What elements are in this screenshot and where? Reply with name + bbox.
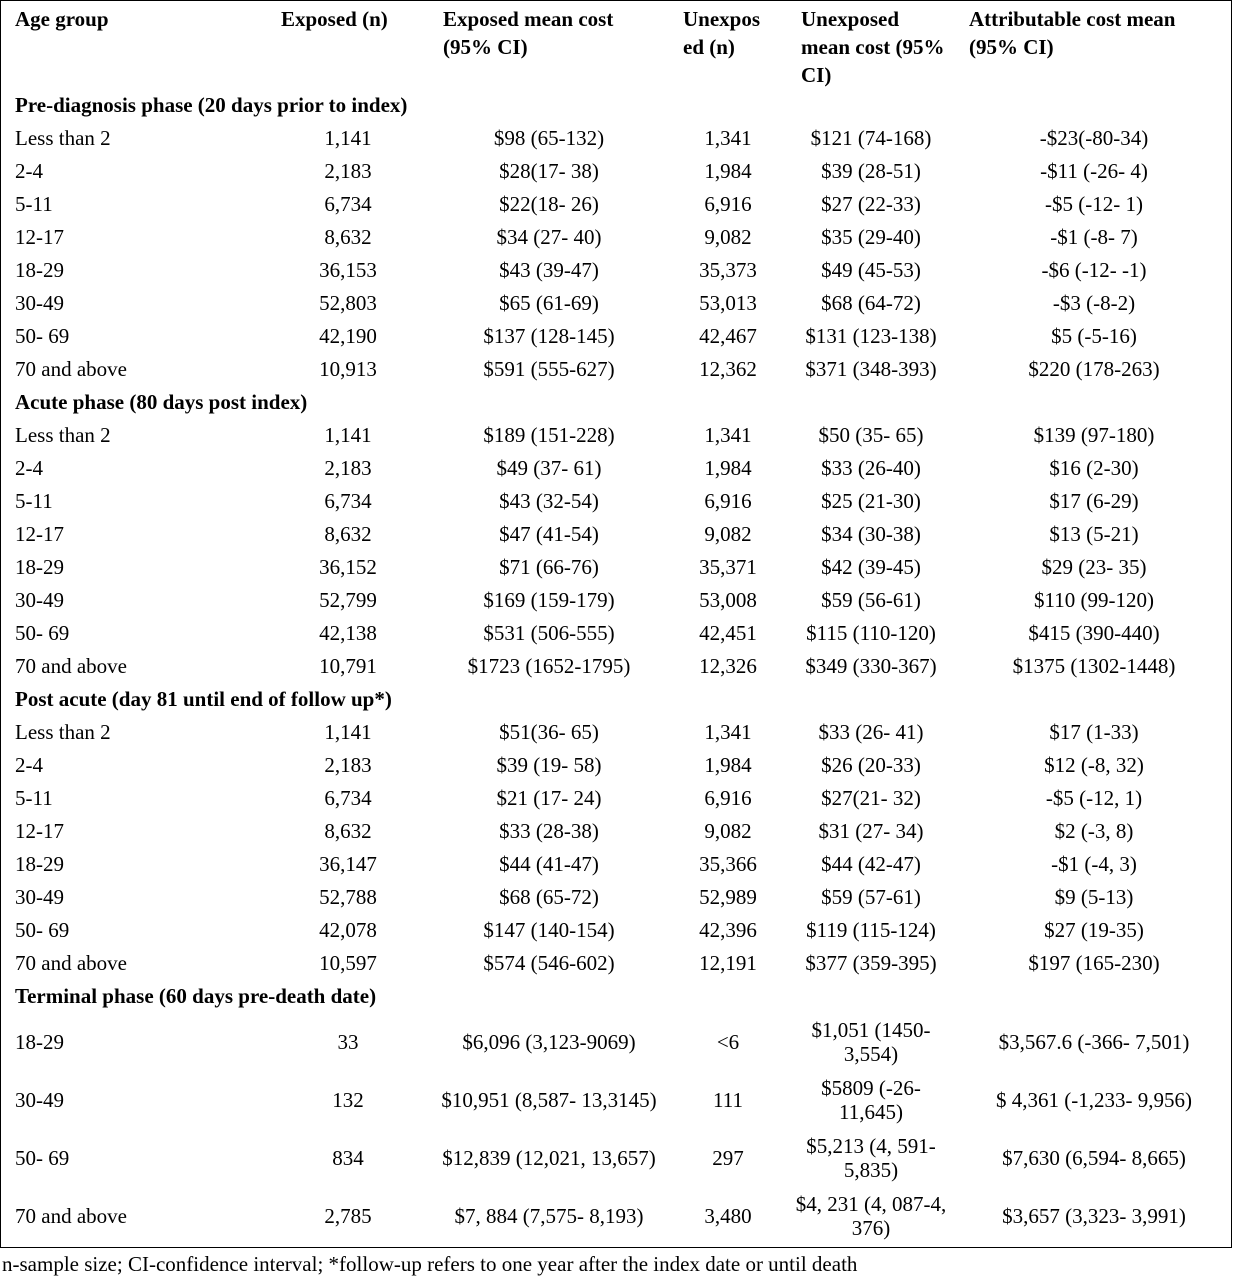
exposed-n-cell: 2,183 bbox=[324, 753, 372, 777]
exposed-mean-cost-cell: $147 (140-154) bbox=[483, 918, 615, 942]
age-group-cell: 50- 69 bbox=[15, 1146, 70, 1170]
attributable-cost-cell: $ 4,361 (-1,233- 9,956) bbox=[996, 1088, 1192, 1112]
section-header-row bbox=[1, 683, 1233, 716]
attributable-cost-cell: $9 (5-13) bbox=[1054, 885, 1134, 909]
age-group-cell: 18-29 bbox=[15, 258, 64, 282]
exposed-mean-cost-cell: $137 (128-145) bbox=[483, 324, 615, 348]
exposed-n-cell: 6,734 bbox=[324, 786, 372, 810]
age-group-cell: Less than 2 bbox=[15, 720, 111, 744]
age-group-cell: 50- 69 bbox=[15, 324, 70, 348]
exposed-mean-cost-cell: $7, 884 (7,575- 8,193) bbox=[454, 1204, 644, 1228]
exposed-n-cell: 2,183 bbox=[324, 159, 372, 183]
age-group-cell: 50- 69 bbox=[15, 621, 70, 645]
exposed-mean-cost-cell: $49 (37- 61) bbox=[496, 456, 602, 480]
attributable-cost-cell: $5 (-5-16) bbox=[1051, 324, 1137, 348]
unexposed-mean-cost-cell: $377 (359-395) bbox=[805, 951, 937, 975]
age-group-cell: 30-49 bbox=[15, 885, 64, 909]
age-group-cell: 2-4 bbox=[15, 753, 43, 777]
exposed-mean-cost-cell: $39 (19- 58) bbox=[496, 753, 602, 777]
table-row bbox=[1, 287, 1233, 320]
exposed-mean-cost-cell: $591 (555-627) bbox=[483, 357, 615, 381]
unexposed-mean-cost-cell: $59 (56-61) bbox=[821, 588, 921, 612]
attributable-cost-cell: $27 (19-35) bbox=[1044, 918, 1144, 942]
table-row bbox=[1, 881, 1233, 914]
table-row bbox=[1, 353, 1233, 386]
table-row bbox=[1, 947, 1233, 980]
age-group-cell: 70 and above bbox=[15, 357, 127, 381]
unexposed-mean-cost-cell: $49 (45-53) bbox=[821, 258, 921, 282]
attributable-cost-cell: -$3 (-8-2) bbox=[1052, 291, 1136, 315]
unexposed-n-cell: 42,396 bbox=[699, 918, 757, 942]
exposed-mean-cost-cell: $574 (546-602) bbox=[483, 951, 615, 975]
exposed-mean-cost-cell: $10,951 (8,587- 13,3145) bbox=[441, 1088, 657, 1112]
table-row bbox=[1, 782, 1233, 815]
age-group-cell: 30-49 bbox=[15, 1088, 64, 1112]
attributable-cost-cell: $16 (2-30) bbox=[1049, 456, 1139, 480]
exposed-n-cell: 1,141 bbox=[324, 720, 372, 744]
table-header bbox=[1, 1, 1233, 89]
exposed-n-cell: 1,141 bbox=[324, 423, 372, 447]
attributable-cost-cell: $7,630 (6,594- 8,665) bbox=[1002, 1146, 1186, 1170]
unexposed-n-cell: 42,467 bbox=[699, 324, 757, 348]
attributable-cost-cell: -$23(-80-34) bbox=[1039, 126, 1149, 150]
exposed-mean-cost-cell: $34 (27- 40) bbox=[496, 225, 602, 249]
exposed-mean-cost-cell: $21 (17- 24) bbox=[496, 786, 602, 810]
age-group-cell: 18-29 bbox=[15, 555, 64, 579]
unexposed-mean-cost-cell: $42 (39-45) bbox=[821, 555, 921, 579]
age-group-cell: 2-4 bbox=[15, 159, 43, 183]
table-footnote: n-sample size; CI-confidence interval; *follow-up refers to one year after the index date or until death bbox=[2, 1252, 858, 1276]
header-row bbox=[1, 1, 1233, 89]
unexposed-n-cell: 35,371 bbox=[699, 555, 757, 579]
age-group-cell: 70 and above bbox=[15, 1204, 127, 1228]
header-unexposed-mean-cost: Unexposed mean cost (95% CI) bbox=[801, 7, 945, 87]
age-group-cell: 5-11 bbox=[15, 192, 53, 216]
exposed-n-cell: 8,632 bbox=[324, 225, 372, 249]
exposed-mean-cost-cell: $71 (66-76) bbox=[499, 555, 599, 579]
unexposed-n-cell: 1,341 bbox=[704, 423, 752, 447]
attributable-cost-cell: $12 (-8, 32) bbox=[1044, 753, 1144, 777]
age-group-cell: 5-11 bbox=[15, 786, 53, 810]
exposed-n-cell: 10,791 bbox=[319, 654, 377, 678]
unexposed-mean-cost-cell: $121 (74-168) bbox=[810, 126, 932, 150]
table-row bbox=[1, 1129, 1233, 1187]
table-row bbox=[1, 188, 1233, 221]
age-group-cell: 30-49 bbox=[15, 291, 64, 315]
attributable-cost-cell: $1375 (1302-1448) bbox=[1012, 654, 1176, 678]
section-title: Post acute (day 81 until end of follow up*) bbox=[15, 687, 392, 711]
exposed-n-cell: 42,138 bbox=[319, 621, 377, 645]
age-group-cell: 70 and above bbox=[15, 951, 127, 975]
attributable-cost-cell: -$6 (-12- -1) bbox=[1041, 258, 1147, 282]
attributable-cost-cell: -$1 (-8- 7) bbox=[1050, 225, 1138, 249]
exposed-n-cell: 8,632 bbox=[324, 522, 372, 546]
age-group-cell: 5-11 bbox=[15, 489, 53, 513]
unexposed-n-cell: 53,013 bbox=[699, 291, 757, 315]
exposed-mean-cost-cell: $68 (65-72) bbox=[499, 885, 599, 909]
unexposed-mean-cost-cell: $115 (110-120) bbox=[806, 621, 936, 645]
unexposed-mean-cost-cell: $25 (21-30) bbox=[821, 489, 921, 513]
unexposed-mean-cost-cell: $68 (64-72) bbox=[821, 291, 921, 315]
table-row bbox=[1, 320, 1233, 353]
exposed-n-cell: 2,183 bbox=[324, 456, 372, 480]
attributable-cost-cell: $3,657 (3,323- 3,991) bbox=[1002, 1204, 1186, 1228]
exposed-n-cell: 132 bbox=[332, 1088, 364, 1112]
exposed-n-cell: 1,141 bbox=[324, 126, 372, 150]
age-group-cell: 12-17 bbox=[15, 522, 64, 546]
exposed-mean-cost-cell: $169 (159-179) bbox=[483, 588, 615, 612]
exposed-mean-cost-cell: $44 (41-47) bbox=[499, 852, 599, 876]
age-group-cell: 12-17 bbox=[15, 225, 64, 249]
unexposed-mean-cost-cell: $5809 (-26- 11,645) bbox=[821, 1076, 921, 1124]
exposed-mean-cost-cell: $47 (41-54) bbox=[499, 522, 599, 546]
unexposed-n-cell: 35,366 bbox=[699, 852, 757, 876]
unexposed-mean-cost-cell: $131 (123-138) bbox=[805, 324, 937, 348]
exposed-n-cell: 36,153 bbox=[319, 258, 377, 282]
unexposed-mean-cost-cell: $34 (30-38) bbox=[821, 522, 921, 546]
unexposed-n-cell: 35,373 bbox=[699, 258, 757, 282]
attributable-cost-cell: $110 (99-120) bbox=[1034, 588, 1154, 612]
exposed-mean-cost-cell: $28(17- 38) bbox=[499, 159, 599, 183]
unexposed-mean-cost-cell: $35 (29-40) bbox=[821, 225, 921, 249]
unexposed-n-cell: 52,989 bbox=[699, 885, 757, 909]
header-age-group: Age group bbox=[15, 7, 109, 31]
table-row bbox=[1, 716, 1233, 749]
unexposed-mean-cost-cell: $27(21- 32) bbox=[821, 786, 921, 810]
exposed-n-cell: 834 bbox=[332, 1146, 364, 1170]
exposed-mean-cost-cell: $43 (39-47) bbox=[499, 258, 599, 282]
exposed-n-cell: 36,152 bbox=[319, 555, 377, 579]
exposed-n-cell: 42,078 bbox=[319, 918, 377, 942]
exposed-mean-cost-cell: $12,839 (12,021, 13,657) bbox=[442, 1146, 656, 1170]
table-row bbox=[1, 221, 1233, 254]
unexposed-n-cell: 9,082 bbox=[704, 819, 752, 843]
table-row bbox=[1, 518, 1233, 551]
exposed-mean-cost-cell: $189 (151-228) bbox=[483, 423, 615, 447]
table-row bbox=[1, 1013, 1233, 1071]
attributable-cost-cell: $139 (97-180) bbox=[1033, 423, 1155, 447]
exposed-mean-cost-cell: $43 (32-54) bbox=[499, 489, 599, 513]
table-row bbox=[1, 914, 1233, 947]
table-row bbox=[1, 452, 1233, 485]
unexposed-n-cell: 12,191 bbox=[699, 951, 757, 975]
exposed-mean-cost-cell: $65 (61-69) bbox=[499, 291, 599, 315]
table-row bbox=[1, 815, 1233, 848]
table-row bbox=[1, 1187, 1233, 1245]
table-row bbox=[1, 749, 1233, 782]
unexposed-n-cell: <6 bbox=[716, 1030, 740, 1054]
exposed-mean-cost-cell: $98 (65-132) bbox=[493, 126, 605, 150]
unexposed-mean-cost-cell: $119 (115-124) bbox=[806, 918, 936, 942]
unexposed-n-cell: 1,984 bbox=[704, 456, 752, 480]
exposed-n-cell: 36,147 bbox=[319, 852, 377, 876]
unexposed-mean-cost-cell: $371 (348-393) bbox=[805, 357, 937, 381]
exposed-n-cell: 33 bbox=[337, 1030, 359, 1054]
exposed-mean-cost-cell: $33 (28-38) bbox=[499, 819, 599, 843]
unexposed-n-cell: 6,916 bbox=[704, 192, 752, 216]
table-body bbox=[1, 89, 1233, 1245]
exposed-mean-cost-cell: $51(36- 65) bbox=[499, 720, 599, 744]
section-title: Terminal phase (60 days pre-death date) bbox=[15, 984, 377, 1008]
unexposed-n-cell: 12,362 bbox=[699, 357, 757, 381]
table-row bbox=[1, 1071, 1233, 1129]
exposed-mean-cost-cell: $6,096 (3,123-9069) bbox=[462, 1030, 636, 1054]
exposed-mean-cost-cell: $22(18- 26) bbox=[499, 192, 599, 216]
attributable-cost-cell: -$11 (-26- 4) bbox=[1040, 159, 1148, 183]
exposed-n-cell: 6,734 bbox=[324, 192, 372, 216]
table-row bbox=[1, 584, 1233, 617]
attributable-cost-cell: -$5 (-12, 1) bbox=[1045, 786, 1143, 810]
header-exposed-mean-cost: Exposed mean cost (95% CI) bbox=[443, 7, 614, 59]
unexposed-n-cell: 6,916 bbox=[704, 786, 752, 810]
header-unexposed-n: Unexpos ed (n) bbox=[683, 7, 761, 59]
table-row bbox=[1, 551, 1233, 584]
attributable-cost-cell: $17 (6-29) bbox=[1049, 489, 1139, 513]
table-row bbox=[1, 419, 1233, 452]
exposed-n-cell: 10,597 bbox=[319, 951, 377, 975]
age-group-cell: 18-29 bbox=[15, 852, 64, 876]
unexposed-n-cell: 111 bbox=[713, 1088, 743, 1112]
unexposed-n-cell: 9,082 bbox=[704, 225, 752, 249]
table-row bbox=[1, 122, 1233, 155]
unexposed-mean-cost-cell: $33 (26- 41) bbox=[818, 720, 924, 744]
unexposed-n-cell: 42,451 bbox=[699, 621, 757, 645]
age-group-cell: Less than 2 bbox=[15, 423, 111, 447]
unexposed-mean-cost-cell: $27 (22-33) bbox=[821, 192, 921, 216]
unexposed-n-cell: 6,916 bbox=[704, 489, 752, 513]
section-title: Pre-diagnosis phase (20 days prior to index) bbox=[15, 93, 408, 117]
header-attributable-cost: Attributable cost mean (95% CI) bbox=[969, 7, 1176, 59]
unexposed-n-cell: 53,008 bbox=[699, 588, 757, 612]
table-row bbox=[1, 617, 1233, 650]
table-row bbox=[1, 650, 1233, 683]
exposed-n-cell: 6,734 bbox=[324, 489, 372, 513]
age-group-cell: 12-17 bbox=[15, 819, 64, 843]
table-row bbox=[1, 485, 1233, 518]
unexposed-n-cell: 9,082 bbox=[704, 522, 752, 546]
unexposed-mean-cost-cell: $26 (20-33) bbox=[821, 753, 921, 777]
unexposed-mean-cost-cell: $31 (27- 34) bbox=[818, 819, 924, 843]
exposed-mean-cost-cell: $531 (506-555) bbox=[483, 621, 615, 645]
age-group-cell: 30-49 bbox=[15, 588, 64, 612]
unexposed-mean-cost-cell: $349 (330-367) bbox=[805, 654, 937, 678]
age-group-cell: 2-4 bbox=[15, 456, 43, 480]
unexposed-n-cell: 1,984 bbox=[704, 159, 752, 183]
age-group-cell: 18-29 bbox=[15, 1030, 64, 1054]
section-header-row bbox=[1, 980, 1233, 1013]
attributable-cost-cell: $13 (5-21) bbox=[1049, 522, 1139, 546]
attributable-cost-cell: $220 (178-263) bbox=[1028, 357, 1160, 381]
exposed-n-cell: 8,632 bbox=[324, 819, 372, 843]
table-row bbox=[1, 155, 1233, 188]
exposed-n-cell: 52,803 bbox=[319, 291, 377, 315]
unexposed-n-cell: 12,326 bbox=[699, 654, 757, 678]
age-group-cell: Less than 2 bbox=[15, 126, 111, 150]
exposed-mean-cost-cell: $1723 (1652-1795) bbox=[467, 654, 631, 678]
age-group-cell: 50- 69 bbox=[15, 918, 70, 942]
age-group-cell: 70 and above bbox=[15, 654, 127, 678]
unexposed-mean-cost-cell: $59 (57-61) bbox=[821, 885, 921, 909]
unexposed-n-cell: 297 bbox=[712, 1146, 744, 1170]
exposed-n-cell: 10,913 bbox=[319, 357, 377, 381]
unexposed-mean-cost-cell: $33 (26-40) bbox=[821, 456, 921, 480]
attributable-cost-cell: $197 (165-230) bbox=[1028, 951, 1160, 975]
exposed-n-cell: 52,788 bbox=[319, 885, 377, 909]
attributable-cost-cell: $29 (23- 35) bbox=[1041, 555, 1147, 579]
exposed-n-cell: 42,190 bbox=[319, 324, 377, 348]
table-row bbox=[1, 254, 1233, 287]
section-header-row bbox=[1, 386, 1233, 419]
attributable-cost-cell: $17 (1-33) bbox=[1049, 720, 1139, 744]
attributable-cost-cell: $2 (-3, 8) bbox=[1054, 819, 1134, 843]
unexposed-mean-cost-cell: $39 (28-51) bbox=[821, 159, 921, 183]
unexposed-n-cell: 1,984 bbox=[704, 753, 752, 777]
cost-table bbox=[1, 1, 1233, 1245]
table-row bbox=[1, 848, 1233, 881]
section-header-row bbox=[1, 89, 1233, 122]
unexposed-n-cell: 1,341 bbox=[704, 126, 752, 150]
unexposed-mean-cost-cell: $1,051 (1450- 3,554) bbox=[811, 1018, 931, 1066]
unexposed-n-cell: 1,341 bbox=[704, 720, 752, 744]
section-title: Acute phase (80 days post index) bbox=[15, 390, 308, 414]
unexposed-mean-cost-cell: $5,213 (4, 591- 5,835) bbox=[806, 1134, 936, 1182]
unexposed-mean-cost-cell: $4, 231 (4, 087-4, 376) bbox=[795, 1192, 947, 1240]
unexposed-mean-cost-cell: $44 (42-47) bbox=[821, 852, 921, 876]
exposed-n-cell: 52,799 bbox=[319, 588, 377, 612]
unexposed-n-cell: 3,480 bbox=[704, 1204, 752, 1228]
attributable-cost-cell: -$5 (-12- 1) bbox=[1045, 192, 1143, 216]
attributable-cost-cell: $415 (390-440) bbox=[1028, 621, 1160, 645]
attributable-cost-cell: -$1 (-4, 3) bbox=[1051, 852, 1137, 876]
attributable-cost-cell: $3,567.6 (-366- 7,501) bbox=[998, 1030, 1190, 1054]
header-exposed-n: Exposed (n) bbox=[281, 7, 388, 31]
unexposed-mean-cost-cell: $50 (35- 65) bbox=[818, 423, 924, 447]
exposed-n-cell: 2,785 bbox=[324, 1204, 372, 1228]
